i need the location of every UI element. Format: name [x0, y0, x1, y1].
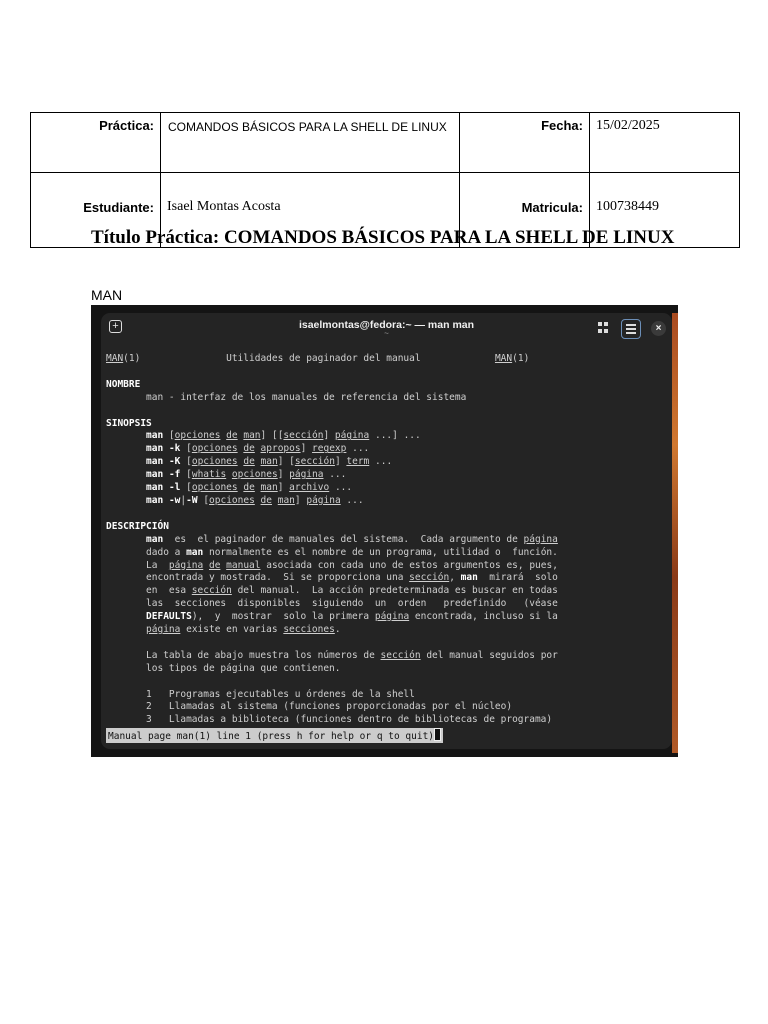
text-cursor	[434, 728, 441, 741]
terminal-window	[101, 313, 672, 749]
terminal-screenshot	[91, 305, 678, 757]
close-icon[interactable]: ×	[651, 321, 666, 336]
practica-label: Práctica:	[31, 113, 161, 173]
desktop-edge	[672, 313, 678, 753]
matricula-value: 100738449	[590, 173, 740, 248]
grid-icon[interactable]	[598, 322, 609, 333]
man-page-content: MAN(1) Utilidades de paginador del manual MAN(1) NOMBRE man - interfaz de los manuales de referencia del sistema SINOPSIS man [opciones de man] [[sección] página ...] ... man -k [opciones de apropos] regexp ... man -K [opciones de man] [sección] term ... man -f [whatis opciones] página ... man -l [opciones de man] archivo ... man -w|-W [opciones de man] página ... DESCRIPCIÓN man es el paginador de manuales del sistema. Cada argumento de página dado a man normalmente es el nombre de un programa, utilidad o función. La página de manual asociada con cada uno de estos argumentos es, pues, encontrada y mostrada. Si se proporciona una sección, man mirará solo en esa sección del manual. La acción predeterminada es buscar en todas las secciones disponibles siguiendo un orden predefinido (véase DEFAULTS), y mostrar solo la primera página encontrada, incluso si la página existe en varias secciones. La tabla de abajo muestra los números de sección del manual seguidos por los tipos de página que contienen. 1 Programas ejecutables u órdenes de la shell 2 Llamadas al sistema (funciones proporcionadas por el núcleo) 3 Llamadas a biblioteca (funciones dentro de bibliotecas de programa)	[106, 353, 558, 726]
fecha-label: Fecha:	[460, 113, 590, 173]
terminal-titlebar	[101, 313, 672, 346]
estudiante-value: Isael Montas Acosta	[161, 173, 460, 248]
section-label: MAN	[91, 287, 123, 303]
status-line-text: Manual page man(1) line 1 (press h for help or q to quit)	[108, 731, 435, 742]
estudiante-label: Estudiante:	[31, 173, 161, 248]
hamburger-menu-icon[interactable]	[621, 319, 641, 339]
fecha-value: 15/02/2025	[590, 113, 740, 173]
practica-value: COMANDOS BÁSICOS PARA LA SHELL DE LINUX	[161, 113, 460, 173]
pager-status-line	[106, 728, 443, 743]
plus-square-icon[interactable]: +	[109, 320, 122, 333]
window-title	[101, 319, 672, 337]
matricula-label: Matricula:	[460, 173, 590, 248]
page-title: Título Práctica: COMANDOS BÁSICOS PARA LA SHELL DE LINUX	[91, 227, 675, 248]
window-title-text: isaelmontas@fedora:~ — man man	[298, 319, 475, 331]
header-row-practica	[31, 113, 740, 173]
window-subtitle: ~	[384, 329, 389, 338]
